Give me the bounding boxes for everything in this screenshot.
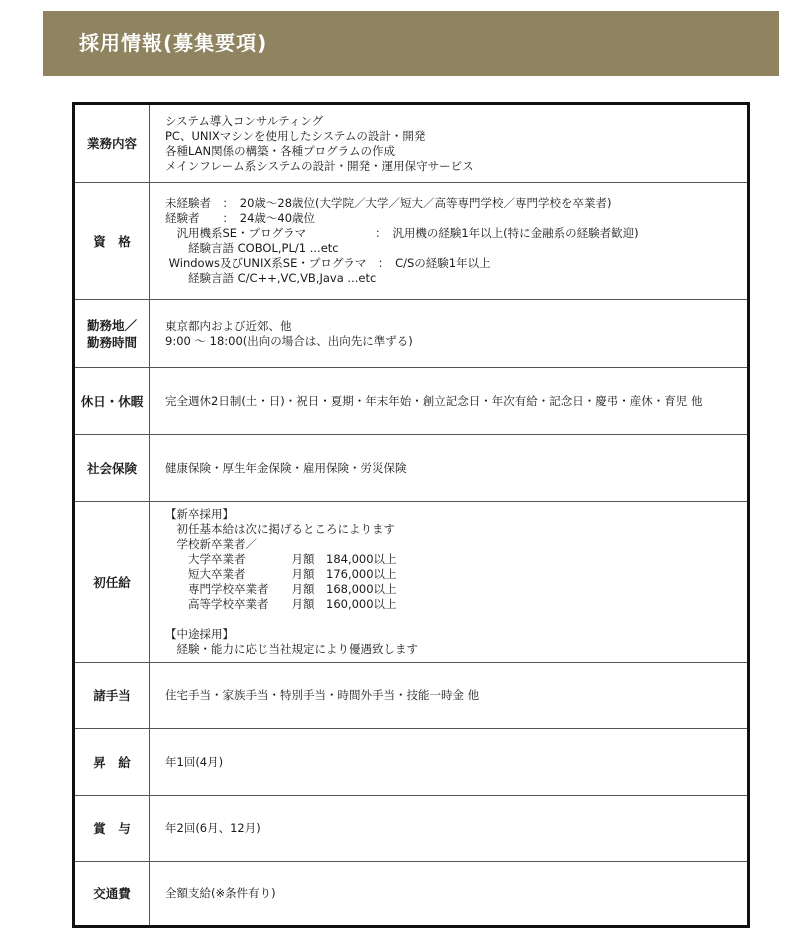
content-line: 年1回(4月) <box>165 754 224 769</box>
row-label: 昇 給 <box>75 729 150 795</box>
content-line: 学校新卒業者／ <box>165 537 257 551</box>
row-label: 賞 与 <box>75 796 150 861</box>
content-line: 各種LAN関係の構築・各種プログラムの作成 <box>165 143 396 158</box>
row-label: 社会保険 <box>75 435 150 501</box>
content-line: 経験言語 COBOL,PL/1 ...etc <box>165 241 339 255</box>
row-content <box>150 862 747 925</box>
content-line: システム導入コンサルティング <box>165 113 324 128</box>
content-line: Windows及びUNIX系SE・プログラマ ： C/Sの経験1年以上 <box>165 256 491 270</box>
row-content <box>150 300 747 367</box>
row-content <box>150 663 747 728</box>
row-label: 休日・休暇 <box>75 368 150 434</box>
recruitment-table <box>72 102 750 928</box>
content-line: PC、UNIXマシンを使用したシステムの設計・開発 <box>165 128 426 143</box>
row-content <box>150 183 747 299</box>
content-line: メインフレーム系システムの設計・開発・運用保守サービス <box>165 158 474 173</box>
content-line: 汎用機系SE・プログラマ ： 汎用機の経験1年以上(特に金融系の経験者歓迎) <box>165 226 639 240</box>
content-line <box>165 612 747 627</box>
content-line: 経験言語 C/C++,VC,VB,Java ...etc <box>165 271 377 285</box>
table-row <box>75 105 747 182</box>
content-line: 全額支給(※条件有り) <box>165 886 276 900</box>
content-line: 高等学校卒業者 月額 160,000以上 <box>165 597 397 611</box>
table-row <box>75 861 747 925</box>
row-label: 諸手当 <box>75 663 150 728</box>
content-line: 完全週休2日制(土・日)・祝日・夏期・年末年始・創立記念日・年次有給・記念日・慶弔・産休・育児 他 <box>165 393 703 408</box>
content-line: 専門学校卒業者 月額 168,000以上 <box>165 582 397 596</box>
table-row <box>75 501 747 662</box>
page-title: 採用情報(募集要項) <box>79 31 268 55</box>
table-row <box>75 662 747 728</box>
content-line: 経験者 ： 24歳～40歳位 <box>165 211 316 225</box>
content-line: 短大卒業者 月額 176,000以上 <box>165 567 397 581</box>
content-line: 東京都内および近郊、他 <box>165 318 292 333</box>
row-content <box>150 796 747 861</box>
content-line: 住宅手当・家族手当・特別手当・時間外手当・技能一時金 他 <box>165 688 480 702</box>
row-label: 初任給 <box>75 502 150 662</box>
content-line: 年2回(6月、12月) <box>165 821 261 835</box>
row-content <box>150 729 747 795</box>
table-row <box>75 367 747 434</box>
row-label: 勤務地／ 勤務時間 <box>75 300 150 367</box>
content-line: 9:00 ～ 18:00(出向の場合は、出向先に準ずる) <box>165 333 413 348</box>
row-label: 資 格 <box>75 183 150 299</box>
content-line: 未経験者 ： 20歳～28歳位(大学院／大学／短大／高等専門学校／専門学校を卒業者) <box>165 196 612 210</box>
row-content <box>150 368 747 434</box>
row-content <box>150 435 747 501</box>
table-row <box>75 795 747 861</box>
row-label: 業務内容 <box>75 105 150 182</box>
content-line: 大学卒業者 月額 184,000以上 <box>165 552 397 566</box>
content-line: 初任基本給は次に掲げるところによります <box>165 522 395 536</box>
row-content <box>150 502 747 662</box>
content-line: 経験・能力に応じ当社規定により優遇致します <box>165 642 418 656</box>
header-band <box>43 11 779 76</box>
table-row <box>75 182 747 299</box>
row-content <box>150 105 747 182</box>
content-line: 【中途採用】 <box>165 627 234 641</box>
row-label: 交通費 <box>75 862 150 925</box>
content-line: 健康保険・厚生年金保険・雇用保険・労災保険 <box>165 460 407 475</box>
table-row <box>75 434 747 501</box>
table-row <box>75 728 747 795</box>
content-line: 【新卒採用】 <box>165 507 234 521</box>
table-row <box>75 299 747 367</box>
